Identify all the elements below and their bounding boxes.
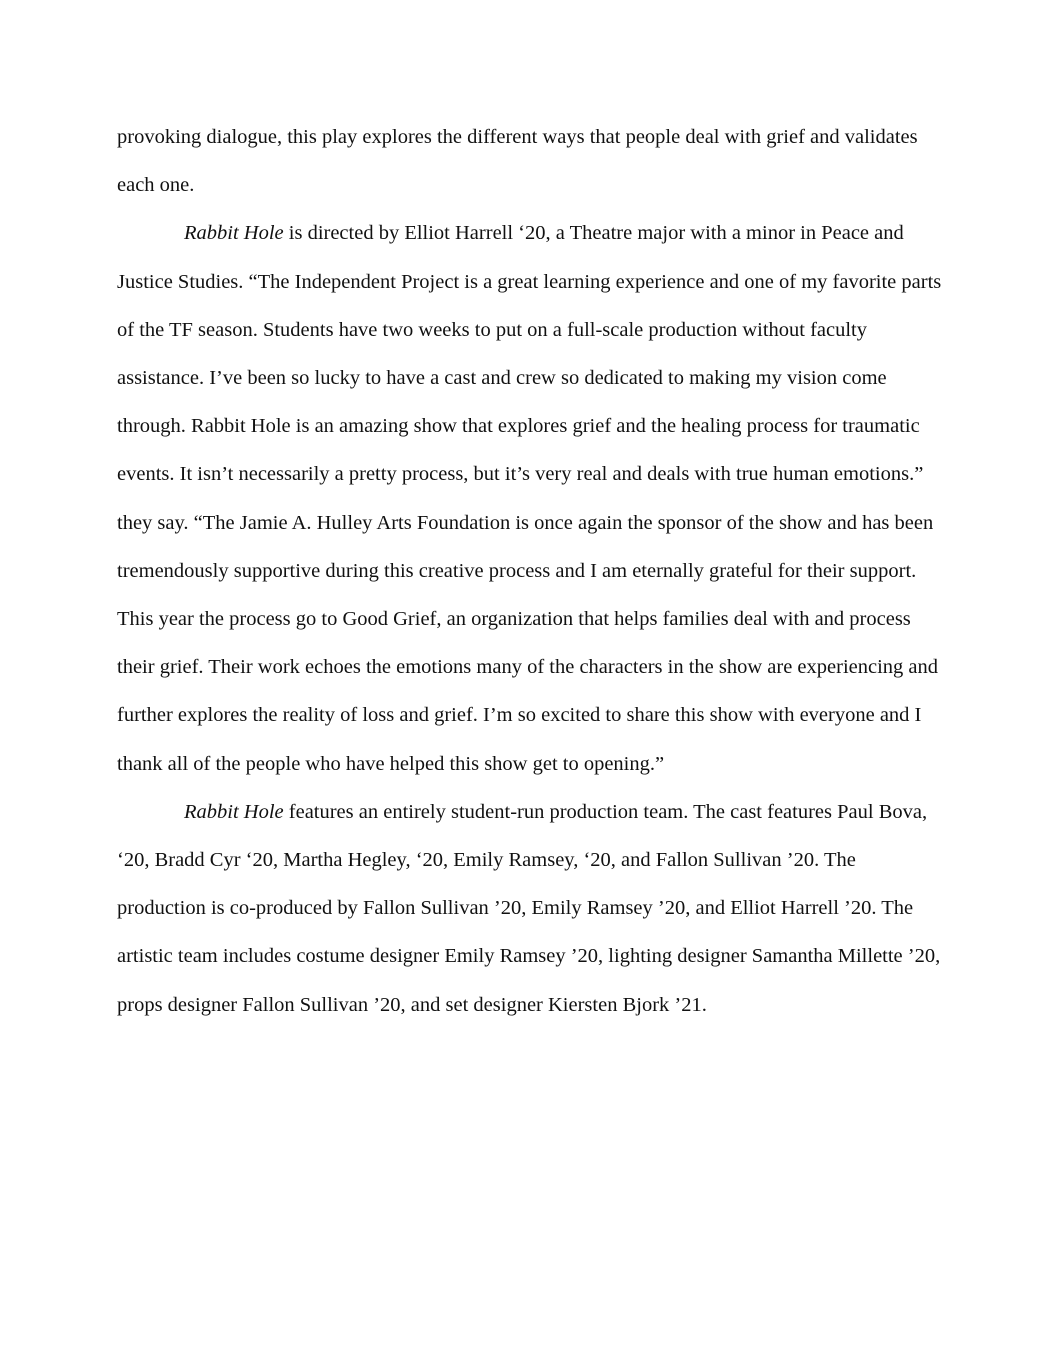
paragraph-production-team-text: features an entirely student-run production team. The cast features Paul Bova, ‘20, Bradd Cyr ‘20, Martha Hegley, ‘20, Emily Ramsey, ‘20, and Fallon Sullivan ’20. The production is co-produced by Fallon Sullivan ’20, Emily Ramsey ’20, and Elliot Harrell ’20. The artistic team includes costume designer Emily Ramsey ’20, lighting designer Samantha Millette ’20, props designer Fallon Sullivan ’20, and set designer Kiersten Bjork ’21. bbox=[117, 800, 941, 1016]
document-body bbox=[117, 113, 947, 1029]
paragraph-director-text: is directed by Elliot Harrell ‘20, a Theatre major with a minor in Peace and Justice Studies. “The Independent Project is a great learning experience and one of my favorite parts of the TF season. Students have two weeks to put on a full-scale production without faculty assistance. I’ve been so lucky to have a cast and crew so dedicated to making my vision come through. Rabbit Hole is an amazing show that explores grief and the healing process for traumatic events. It isn’t necessarily a pretty process, but it’s very real and deals with true human emotions.” they say. “The Jamie A. Hulley Arts Foundation is once again the sponsor of the show and has been tremendously supportive during this creative process and I am eternally grateful for their support. This year the process go to Good Grief, an organization that helps families deal with and process their grief. Their work echoes the emotions many of the characters in the show are experiencing and further explores the reality of loss and grief. I’m so excited to share this show with everyone and I thank all of the people who have helped this show get to opening.” bbox=[117, 222, 942, 775]
paragraph-director bbox=[117, 209, 947, 787]
play-title: Rabbit Hole bbox=[184, 800, 284, 823]
paragraph-continuation: provoking dialogue, this play explores the different ways that people deal with grief and validates each one. bbox=[117, 126, 918, 197]
play-title: Rabbit Hole bbox=[184, 222, 284, 245]
paragraph-production-team bbox=[117, 788, 947, 1029]
